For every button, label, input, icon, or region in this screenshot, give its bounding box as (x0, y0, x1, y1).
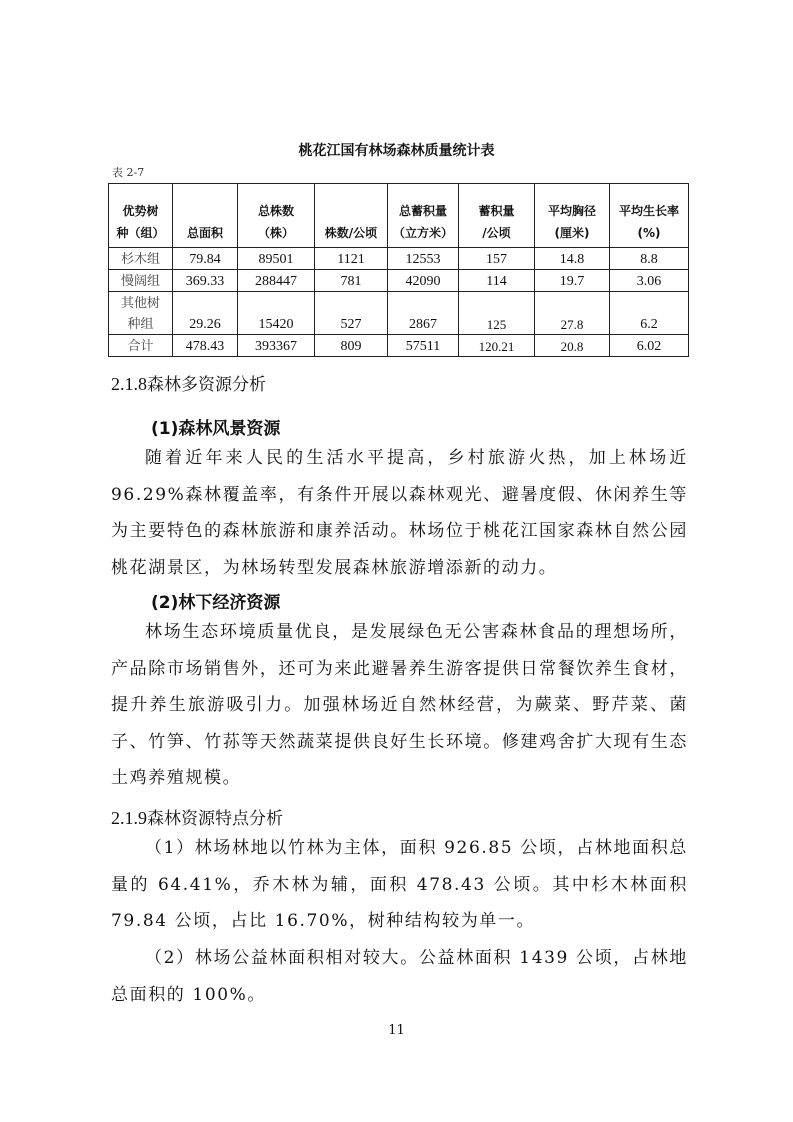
row-name: 慢阔组 (109, 270, 173, 292)
table-row (109, 248, 689, 270)
cell: 393367 (238, 335, 315, 357)
paragraph-understory-economy (111, 614, 688, 797)
cell: 6.02 (610, 335, 689, 357)
header-avg-growth: 平均生长率 (%) (610, 184, 689, 248)
header-total-area: 总面积 (173, 184, 238, 248)
paragraph-text: 林场生态环境质量优良，是发展绿色无公害森林食品的理想场所，产品除市场销售外，还可为来此避暑养生游客提供日常餐饮养生食材，提升养生旅游吸引力。加强林场近自然林经营，为蕨菜、野芹菜、菌子、竹笋、竹荪等天然蔬菜提供良好生长环境。修建鸡舍扩大现有生态土鸡养殖规模。 (111, 622, 688, 788)
header-species: 优势树 种（组） (109, 184, 173, 248)
cell: 781 (315, 270, 388, 292)
paragraph-text: （2）林场公益林面积相对较大。公益林面积 1439 公顷，占林地总面积的 100%。 (111, 948, 688, 1005)
cell: 89501 (238, 248, 315, 270)
header-total-volume: 总蓄积量 （立方米） (388, 184, 459, 248)
table-row (109, 292, 689, 335)
forest-quality-table (108, 183, 689, 357)
row-name: 其他树 种组 (109, 292, 173, 335)
table-title: 桃花江国有林场森林质量统计表 (298, 143, 495, 159)
subheading-understory-economy: (2)林下经济资源 (151, 593, 281, 613)
cell: 15420 (238, 292, 315, 335)
header-stems-per-ha: 株数/公顷 (315, 184, 388, 248)
row-name: 杉木组 (109, 248, 173, 270)
table-row (109, 270, 689, 292)
section-heading-2-1-8 (111, 370, 266, 395)
row-name: 合计 (109, 335, 173, 357)
cell: 6.2 (610, 292, 689, 335)
paragraph-feature-1 (111, 830, 688, 940)
cell: 27.8 (535, 292, 610, 335)
cell: 125 (459, 292, 535, 335)
cell: 157 (459, 248, 535, 270)
cell: 809 (315, 335, 388, 357)
section-number: 2.1.8 (111, 374, 147, 394)
cell: 12553 (388, 248, 459, 270)
paragraph-text: 随着近年来人民的生活水平提高，乡村旅游火热，加上林场近96.29%森林覆盖率，有条件开展以森林观光、避暑度假、休闲养生等为主要特色的森林旅游和康养活动。林场位于桃花江国家森林自然公园桃花湖景区，为林场转型发展森林旅游增添新的动力。 (111, 448, 688, 578)
cell: 527 (315, 292, 388, 335)
cell: 19.7 (535, 270, 610, 292)
section-title: 森林资源特点分析 (147, 809, 283, 829)
cell: 20.8 (535, 335, 610, 357)
cell: 2867 (388, 292, 459, 335)
cell: 3.06 (610, 270, 689, 292)
cell: 14.8 (535, 248, 610, 270)
cell: 57511 (388, 335, 459, 357)
table-label: 表 2-7 (112, 166, 145, 179)
cell: 42090 (388, 270, 459, 292)
page-number: 11 (388, 1023, 405, 1038)
cell: 478.43 (173, 335, 238, 357)
cell: 114 (459, 270, 535, 292)
cell: 1121 (315, 248, 388, 270)
section-title: 森林多资源分析 (147, 375, 266, 395)
paragraph-text: （1）林场林地以竹林为主体，面积 926.85 公顷，占林地面积总量的 64.41%，乔木林为辅，面积 478.43 公顷。其中杉木林面积 79.84 公顷，占比 16.70%，树种结构较为单一。 (111, 838, 688, 931)
table-header-row (109, 184, 689, 248)
cell: 29.26 (173, 292, 238, 335)
paragraph-scenery (111, 440, 688, 586)
paragraph-feature-2 (111, 940, 688, 1013)
header-total-stems: 总株数 （株） (238, 184, 315, 248)
section-number: 2.1.9 (111, 808, 147, 828)
cell: 288447 (238, 270, 315, 292)
cell: 120.21 (459, 335, 535, 357)
cell: 369.33 (173, 270, 238, 292)
cell: 79.84 (173, 248, 238, 270)
section-heading-2-1-9 (111, 804, 283, 829)
header-avg-dbh: 平均胸径 (厘米) (535, 184, 610, 248)
cell: 8.8 (610, 248, 689, 270)
table-row-total (109, 335, 689, 357)
header-volume-per-ha: 蓄积量 /公顷 (459, 184, 535, 248)
subheading-scenery: (1)森林风景资源 (151, 419, 281, 439)
